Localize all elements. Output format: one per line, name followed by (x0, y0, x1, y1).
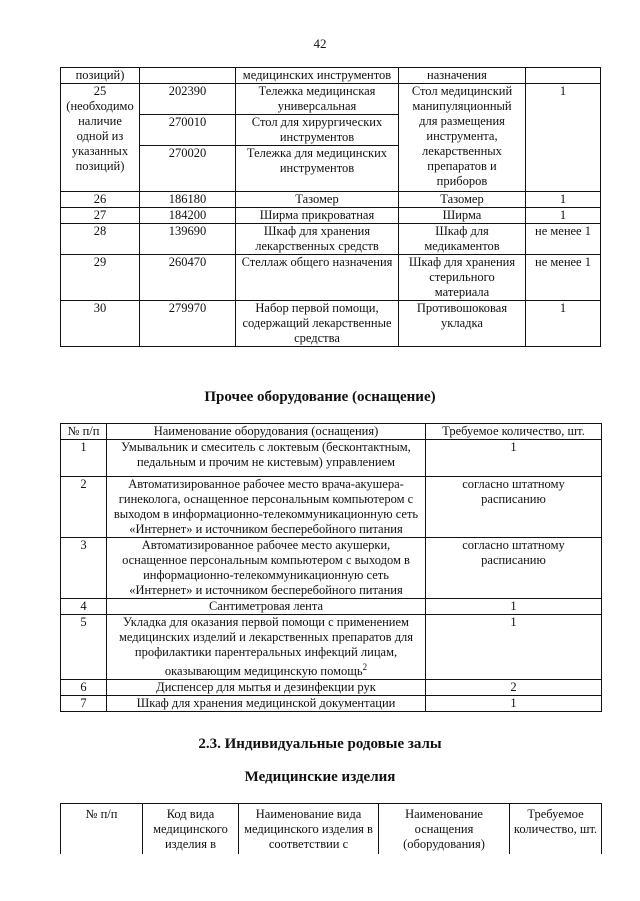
equipment-name-text: Укладка для оказания первой помощи с применением медицинских изделий и лекарственных препаратов для профилактики парентеральных инфекций лицам, оказывающим медицинскую помощь (118, 615, 414, 679)
quantity: 1 (426, 599, 602, 615)
device-name: Стол для хирургических инструментов (236, 115, 399, 146)
other-equipment-table (60, 423, 602, 712)
quantity: не менее 1 (526, 224, 601, 255)
equipment-name: Тазомер (399, 192, 526, 208)
table-row (61, 301, 601, 347)
table-cell: позиций) (61, 68, 140, 84)
table-row (61, 192, 601, 208)
table-header-row (61, 424, 602, 440)
device-code: 260470 (140, 255, 236, 301)
medical-devices-table-continued (60, 67, 601, 347)
quantity: согласно штатному расписанию (426, 477, 602, 538)
table-cell (526, 68, 601, 84)
quantity: не менее 1 (526, 255, 601, 301)
row-number: 3 (61, 538, 107, 599)
section-heading-birth-rooms: 2.3. Индивидуальные родовые залы (198, 736, 442, 752)
column-header-quantity: Требуемое количество, шт. (510, 804, 602, 854)
row-number: 25 (необходимо наличие одной из указанных позиций) (61, 84, 140, 192)
device-name: Набор первой помощи, содержащий лекарственные средства (236, 301, 399, 347)
table-row (61, 477, 602, 538)
device-name: Ширма прикроватная (236, 208, 399, 224)
row-number: 2 (61, 477, 107, 538)
column-header-device-name: Наименование вида медицинского изделия в соответствии с (239, 804, 379, 854)
row-number: 6 (61, 680, 107, 696)
table-row (61, 68, 601, 84)
device-name: Тазомер (236, 192, 399, 208)
device-code: 184200 (140, 208, 236, 224)
equipment-name (107, 615, 426, 680)
table-cell: назначения (399, 68, 526, 84)
device-name: Тележка медицинская универсальная (236, 84, 399, 115)
row-number: 28 (61, 224, 140, 255)
birth-room-devices-table (60, 803, 602, 854)
table-row (61, 680, 602, 696)
page-number: 42 (313, 36, 327, 51)
column-header-quantity: Требуемое количество, шт. (426, 424, 602, 440)
equipment-name: Шкаф для хранения стерильного материала (399, 255, 526, 301)
table-row (61, 255, 601, 301)
column-header-name: Наименование оборудования (оснащения) (107, 424, 426, 440)
row-number: 1 (61, 440, 107, 477)
row-number: 5 (61, 615, 107, 680)
column-header-number: № п/п (61, 804, 143, 854)
table-row (61, 84, 601, 115)
row-number: 4 (61, 599, 107, 615)
equipment-name: Умывальник и смеситель с локтевым (бесконтактным, педальным и прочим не кистевым) управлением (107, 440, 426, 477)
equipment-name: Автоматизированное рабочее место врача-акушера-гинеколога, оснащенное персональным компьютером с выходом в информационно-телекоммуникационную сеть «Интернет» и источником бесперебойного питания (107, 477, 426, 538)
table-row (61, 208, 601, 224)
table-cell: медицинских инструментов (236, 68, 399, 84)
equipment-name: Стол медицинский манипуляционный для размещения инструмента, лекарственных препаратов и приборов (399, 84, 526, 192)
row-number: 27 (61, 208, 140, 224)
quantity: 1 (526, 301, 601, 347)
equipment-name: Автоматизированное рабочее место акушерки, оснащенное персональным компьютером с выходом в информационно-телекоммуникационную сеть «Интернет» и источником бесперебойного питания (107, 538, 426, 599)
table-row (61, 599, 602, 615)
quantity: согласно штатному расписанию (426, 538, 602, 599)
equipment-name: Диспенсер для мытья и дезинфекции рук (107, 680, 426, 696)
quantity: 1 (526, 192, 601, 208)
column-header-number: № п/п (61, 424, 107, 440)
device-name: Тележка для медицинских инструментов (236, 146, 399, 192)
row-number: 30 (61, 301, 140, 347)
table-row (61, 696, 602, 712)
table-cell (140, 68, 236, 84)
footnote-mark: 2 (362, 662, 368, 672)
quantity: 1 (526, 208, 601, 224)
device-name: Стеллаж общего назначения (236, 255, 399, 301)
quantity: 1 (426, 696, 602, 712)
row-number: 7 (61, 696, 107, 712)
subsection-heading-medical-devices: Медицинские изделия (244, 769, 396, 785)
section-heading-other-equipment: Прочее оборудование (оснащение) (204, 389, 436, 405)
equipment-name: Сантиметровая лента (107, 599, 426, 615)
equipment-name: Шкаф для медикаментов (399, 224, 526, 255)
device-name: Шкаф для хранения лекарственных средств (236, 224, 399, 255)
column-header-equipment: Наименование оснащения (оборудования) (379, 804, 510, 854)
column-header-code: Код вида медицинского изделия в (143, 804, 239, 854)
row-number: 26 (61, 192, 140, 208)
table-row (61, 224, 601, 255)
table-row (61, 615, 602, 680)
row-number: 29 (61, 255, 140, 301)
equipment-name: Шкаф для хранения медицинской документации (107, 696, 426, 712)
device-code: 186180 (140, 192, 236, 208)
equipment-name: Ширма (399, 208, 526, 224)
quantity: 1 (526, 84, 601, 192)
quantity: 1 (426, 615, 602, 680)
device-code: 279970 (140, 301, 236, 347)
table-row (61, 538, 602, 599)
device-code: 202390 (140, 84, 236, 115)
quantity: 2 (426, 680, 602, 696)
table-row (61, 440, 602, 477)
device-code: 270020 (140, 146, 236, 192)
device-code: 139690 (140, 224, 236, 255)
equipment-name: Противошоковая укладка (399, 301, 526, 347)
quantity: 1 (426, 440, 602, 477)
device-code: 270010 (140, 115, 236, 146)
table-header-row (61, 804, 602, 854)
